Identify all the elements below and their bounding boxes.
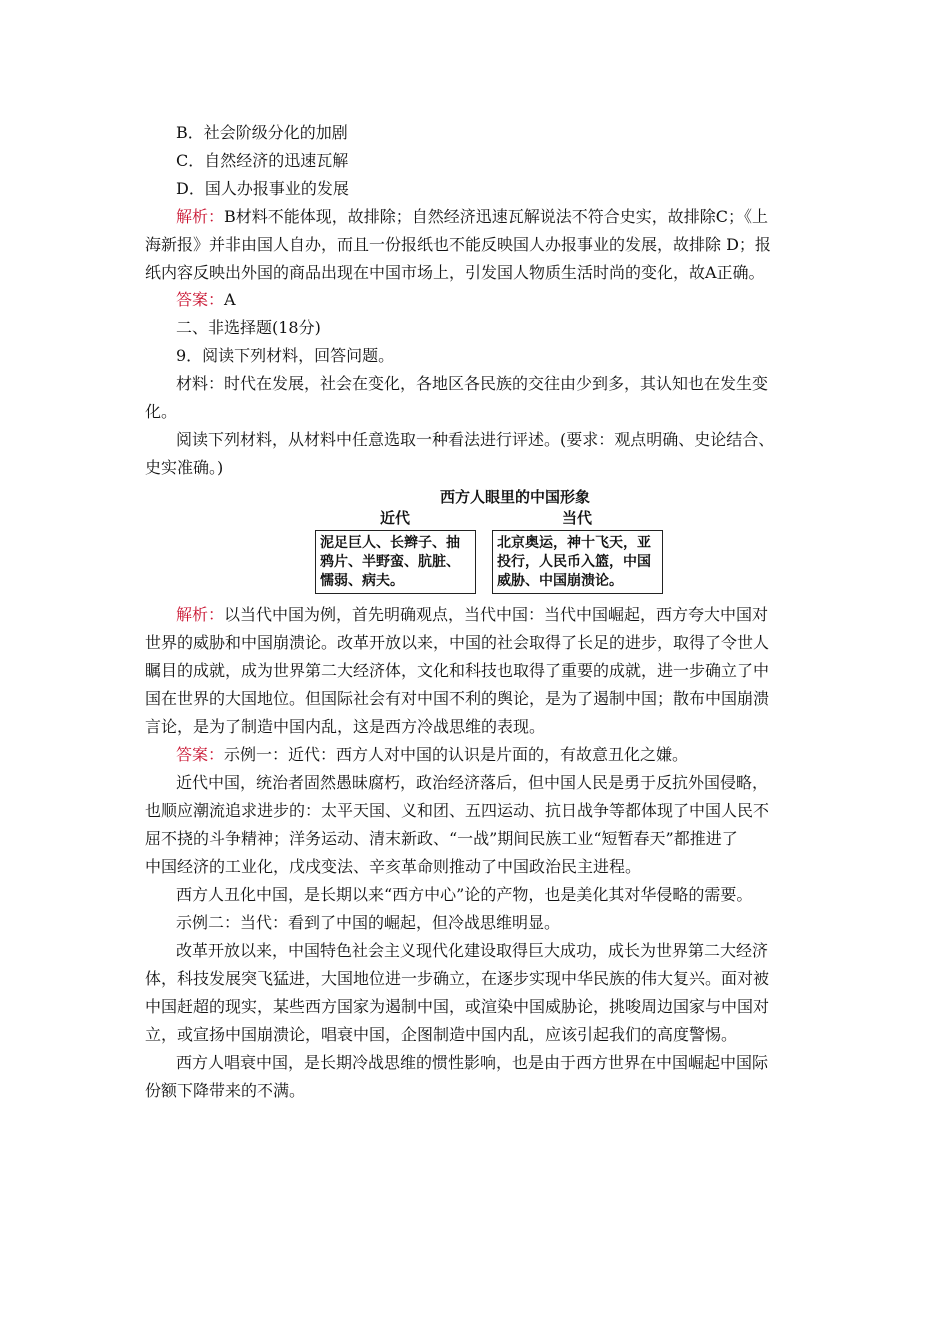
q9-answer-p1-line-1: 近代中国，统治者固然愚昧腐朽，政治经济落后，但中国人民是勇于反抗外国侵略， (176, 773, 769, 792)
q9-answer-p5-line-2: 份额下降带来的不满。 (145, 1081, 306, 1100)
q9-answer-p2: 西方人丑化中国，是长期以来“西方中心”论的产物，也是美化其对华侵略的需要。 (176, 885, 753, 904)
q9-task-line-1: 阅读下列材料，从材料中任意选取一种看法进行评述。(要求：观点明确、史论结合、 (176, 430, 775, 449)
q9-answer-p3: 示例二：当代：看到了中国的崛起，但冷战思维明显。 (176, 913, 561, 932)
answer-text: 示例一：近代：西方人对中国的认识是片面的，有故意丑化之嫌。 (224, 745, 689, 764)
q9-analysis-line-3: 瞩目的成就，成为世界第二大经济体，文化和科技也取得了重要的成就，进一步确立了中 (145, 661, 770, 680)
right-box-line: 威胁、中国崩溃论。 (497, 573, 623, 589)
q9-answer-p1-line-2: 也顺应潮流追求进步的：太平天国、义和团、五四运动、抗日战争等都体现了中国人民不 (145, 801, 770, 820)
answer-label: 答案： (176, 745, 225, 764)
q9-answer-p4-line-2: 体，科技发展突飞猛进，大国地位进一步确立，在逐步实现中华民族的伟大复兴。面对被 (145, 969, 770, 988)
left-box-line: 鸦片、半野蛮、肮脏、 (320, 554, 460, 570)
analysis-label: 解析： (176, 207, 225, 226)
q8-answer (176, 290, 236, 310)
q9-answer-p4-line-3: 中国赶超的现实，某些西方国家为遏制中国，或渲染中国威胁论，挑唆周边国家与中国对 (145, 997, 770, 1016)
figure-title: 西方人眼里的中国形象 (440, 488, 591, 506)
option-b: B．社会阶级分化的加剧 (176, 123, 348, 142)
q9-answer-p4-line-4: 立，或宣扬中国崩溃论，唱衰中国，企图制造中国内乱，应该引起我们的高度警惕。 (145, 1025, 738, 1044)
q9-analysis-line-5: 言论，是为了制造中国内乱，这是西方冷战思维的表现。 (145, 717, 546, 736)
figure-right-box (492, 530, 663, 594)
analysis-label: 解析： (176, 605, 225, 624)
figure-left-box (315, 530, 476, 594)
figure-right-title: 当代 (562, 509, 593, 527)
q9-analysis-line-4: 国在世界的大国地位。但国际社会有对中国不利的舆论，是为了遏制中国；散布中国崩溃 (145, 689, 770, 708)
section-heading: 二、非选择题(18分) (176, 318, 321, 337)
q9-stem: 9．阅读下列材料，回答问题。 (176, 346, 395, 365)
option-d: D．国人办报事业的发展 (176, 179, 349, 198)
right-box-line: 投行，人民币入篮，中国 (497, 554, 651, 570)
q9-answer-p1-line-4: 中国经济的工业化，戊戌变法、辛亥革命则推动了中国政治民主进程。 (145, 857, 642, 876)
q9-task-line-2: 史实准确。) (145, 458, 224, 477)
q9-analysis-line-1 (176, 605, 768, 625)
analysis-text: B材料不能体现，故排除；自然经济迅速瓦解说法不符合史实，故排除C；《上 (224, 207, 769, 226)
q9-answer-p5-line-1: 西方人唱衰中国，是长期冷战思维的惯性影响，也是由于西方世界在中国崛起中国际 (176, 1053, 769, 1072)
analysis-text: 以当代中国为例，首先明确观点，当代中国：当代中国崛起，西方夸大中国对 (224, 605, 769, 624)
answer-label: 答案： (176, 290, 225, 309)
q8-analysis-line-1 (176, 207, 768, 227)
option-c: C．自然经济的迅速瓦解 (176, 151, 349, 170)
q9-material-line-2: 化。 (145, 402, 178, 421)
q8-analysis-line-2: 海新报》并非由国人自办，而且一份报纸也不能反映国人办报事业的发展，故排除 D；报 (145, 235, 771, 254)
right-box-line: 北京奥运，神十飞天，亚 (497, 535, 651, 551)
q9-analysis-line-2: 世界的威胁和中国崩溃论。改革开放以来，中国的社会取得了长足的进步，取得了令世人 (145, 633, 770, 652)
left-box-line: 泥足巨人、长辫子、抽 (320, 535, 460, 551)
q9-answer-first (176, 745, 688, 765)
q8-analysis-line-3: 纸内容反映出外国的商品出现在中国市场上，引发国人物质生活时尚的变化，故A正确。 (145, 263, 765, 282)
figure-left-title: 近代 (380, 509, 411, 527)
q9-material-line-1: 材料：时代在发展，社会在变化，各地区各民族的交往由少到多，其认知也在发生变 (176, 374, 769, 393)
q9-answer-p1-line-3: 屈不挠的斗争精神；洋务运动、清末新政、“一战”期间民族工业“短暂春天”都推进了 (145, 829, 738, 848)
answer-value: A (224, 290, 236, 309)
q9-answer-p4-line-1: 改革开放以来，中国特色社会主义现代化建设取得巨大成功，成长为世界第二大经济 (176, 941, 769, 960)
left-box-line: 懦弱、病夫。 (320, 573, 404, 589)
